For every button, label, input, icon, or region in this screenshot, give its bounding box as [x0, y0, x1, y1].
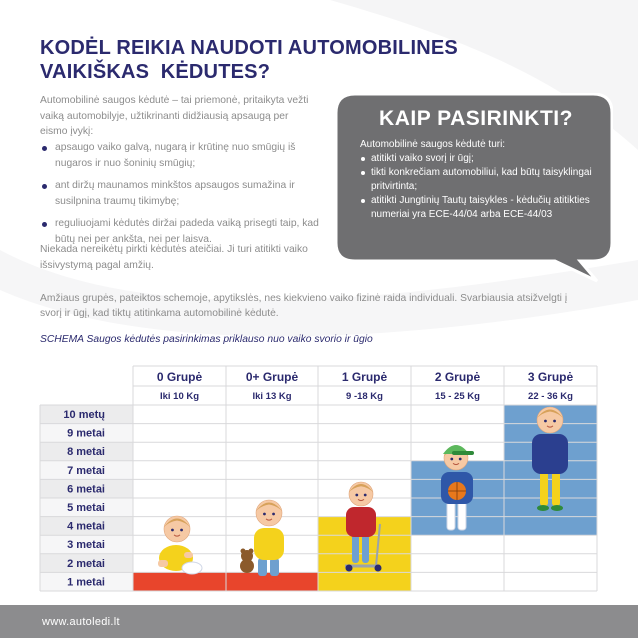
- bubble-item-text: atitikti vaiko svorį ir ūgį;: [371, 153, 474, 164]
- age-label: 5 metai: [67, 502, 105, 514]
- age-label: 1 metai: [67, 576, 105, 589]
- bubble-title: KAIP PASIRINKTI?: [379, 107, 573, 130]
- group-weight-label: Iki 10 Kg: [159, 391, 200, 402]
- group-name-label: 2 Grupė: [434, 370, 481, 384]
- footer-bar: [0, 605, 638, 638]
- toddler-illustration: [240, 500, 284, 582]
- intro-text: Automobilinė saugos kėdutė – tai priemonė, pritaikyta vežti vaiką automobilyje, užtikrinanti didžiausią apsaugą per eismo įvykį:: [40, 95, 309, 137]
- age-note: Amžiaus grupės, pateiktos schemoje, apytikslės, nes kiekvieno vaiko fizinė raida individuali. Svarbiausia atsižvelgti į svorį ir ūgį, kad tiktų atitinkama automobilinė kėdutė.: [40, 293, 568, 319]
- bubble-item-text: tikti konkrečiam automobiliui, kad būtų taisyklingai pritvirtinta;: [371, 167, 592, 192]
- group-name-label: 3 Grupė: [527, 370, 574, 384]
- group-name-label: 0 Grupė: [156, 370, 203, 384]
- page-title-line-1: KODĖL REIKIA NAUDOTI AUTOMOBILINES: [40, 37, 458, 59]
- group-weight-label: 15 - 25 Kg: [435, 391, 480, 402]
- age-label: 7 metai: [67, 464, 105, 477]
- age-label: 9 metai: [67, 427, 105, 440]
- baby-illustration: [158, 516, 202, 574]
- page-title-line-2: VAIKIŠKAS KĖDUTES?: [40, 61, 271, 83]
- group-weight-label: Iki 13 Kg: [252, 391, 292, 402]
- bubble-item-text: atitikti Jungtinių Tautų taisykles - kėdučių atitikties numeriai yra ECE-44/04 arba ECE-44/03: [371, 195, 590, 220]
- benefit-text: ant diržų maunamos minkštos apsaugos sumažina ir susilpnina traumų tikimybę;: [55, 180, 295, 207]
- closing-text: Niekada nereikėtų pirkti kėdutės ateičiai. Ji turi atitikti vaiko išsivystymą pagal amžių.: [40, 244, 308, 271]
- bubble-intro: Automobilinė saugos kėdutė turi:: [360, 139, 506, 150]
- group-weight-label: 22 - 36 Kg: [528, 391, 573, 402]
- group-weight-label: 9 -18 Kg: [346, 391, 383, 402]
- benefit-text: apsaugo vaiko galvą, nugarą ir krūtinę nuo smūgių iš nugaros ir nuo šoninių smūgių;: [55, 142, 296, 169]
- age-label: 6 metai: [67, 483, 105, 496]
- footer-url[interactable]: www.autoledi.lt: [42, 616, 120, 628]
- age-label: 8 metai: [67, 446, 105, 459]
- age-label: 2 metai: [67, 557, 105, 570]
- schema-caption: SCHEMA Saugos kėdutės pasirinkimas priklauso nuo vaiko svorio ir ūgio: [40, 334, 373, 345]
- benefit-text: reguliuojami kėdutės diržai padeda vaiką prisegti taip, kad būtų nei per ankšta, nei per laisva.: [55, 218, 319, 245]
- age-label: 10 metų: [63, 409, 105, 421]
- age-label: 4 metai: [67, 520, 105, 533]
- group-range-bar: [133, 572, 226, 591]
- group-name-label: 1 Grupė: [341, 370, 388, 384]
- age-label: 3 metai: [67, 539, 105, 552]
- group-name-label: 0+ Grupė: [245, 370, 299, 384]
